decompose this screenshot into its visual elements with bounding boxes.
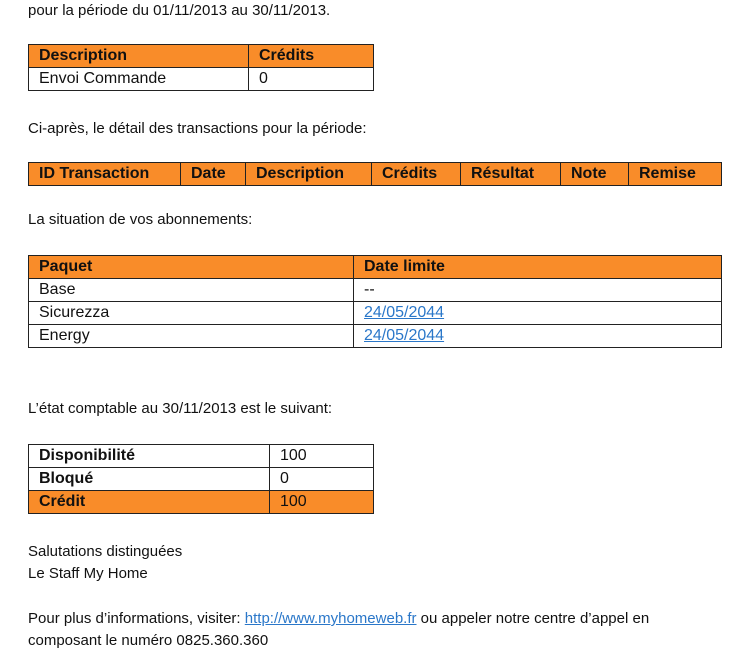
cell-date-limite xyxy=(354,302,722,325)
cell-package: Energy xyxy=(29,325,354,348)
value-disponibilite: 100 xyxy=(270,445,374,468)
cell-credits: 0 xyxy=(249,68,374,91)
column-header-note: Note xyxy=(561,163,629,186)
column-header-paquet: Paquet xyxy=(29,256,354,279)
column-header-resultat: Résultat xyxy=(461,163,561,186)
column-header-date-limite: Date limite xyxy=(354,256,722,279)
table-row xyxy=(29,491,374,514)
label-bloque: Bloqué xyxy=(29,468,270,491)
period-text: pour la période du 01/11/2013 au 30/11/2013. xyxy=(28,2,331,19)
column-header-id-transaction: ID Transaction xyxy=(29,163,181,186)
cell-package: Base xyxy=(29,279,354,302)
transactions-table xyxy=(28,162,722,186)
accounting-table xyxy=(28,444,374,514)
website-link[interactable]: http://www.myhomeweb.fr xyxy=(244,610,417,627)
value-credit: 100 xyxy=(270,491,374,514)
date-limite-link[interactable]: 24/05/2044 xyxy=(364,327,445,344)
label-disponibilite: Disponibilité xyxy=(29,445,270,468)
table-row xyxy=(29,302,722,325)
footer-phone-line: composant le numéro 0825.360.360 xyxy=(28,632,269,649)
cell-date-limite xyxy=(354,325,722,348)
table-row xyxy=(29,468,374,491)
subscriptions-intro-text: La situation de vos abonnements: xyxy=(28,211,253,228)
column-header-credits: Crédits xyxy=(372,163,461,186)
table-row xyxy=(29,445,374,468)
table-header-row xyxy=(29,45,374,68)
subscriptions-table xyxy=(28,255,722,348)
column-header-credits: Crédits xyxy=(249,45,374,68)
closing-salutation: Salutations distinguées xyxy=(28,543,183,560)
cell-package: Sicurezza xyxy=(29,302,354,325)
table-row xyxy=(29,325,722,348)
table-row xyxy=(29,279,722,302)
cell-description: Envoi Commande xyxy=(29,68,249,91)
table-header-row xyxy=(29,163,722,186)
label-credit: Crédit xyxy=(29,491,270,514)
column-header-date: Date xyxy=(181,163,246,186)
column-header-remise: Remise xyxy=(629,163,722,186)
table-row xyxy=(29,68,374,91)
closing-signature: Le Staff My Home xyxy=(28,565,148,582)
footer-text-before-link: Pour plus d’informations, visiter: xyxy=(28,610,245,627)
accounting-intro-text: L’état comptable au 30/11/2013 est le suivant: xyxy=(28,400,333,417)
footer-info-line xyxy=(28,608,649,630)
date-limite-link[interactable]: 24/05/2044 xyxy=(364,304,445,321)
transactions-intro-text: Ci-après, le détail des transactions pour la période: xyxy=(28,120,367,137)
column-header-description: Description xyxy=(29,45,249,68)
credits-table xyxy=(28,44,374,91)
cell-date-limite: -- xyxy=(354,279,722,302)
column-header-description: Description xyxy=(246,163,372,186)
value-bloque: 0 xyxy=(270,468,374,491)
table-header-row xyxy=(29,256,722,279)
footer-text-after-link: ou appeler notre centre d’appel en xyxy=(416,610,650,627)
